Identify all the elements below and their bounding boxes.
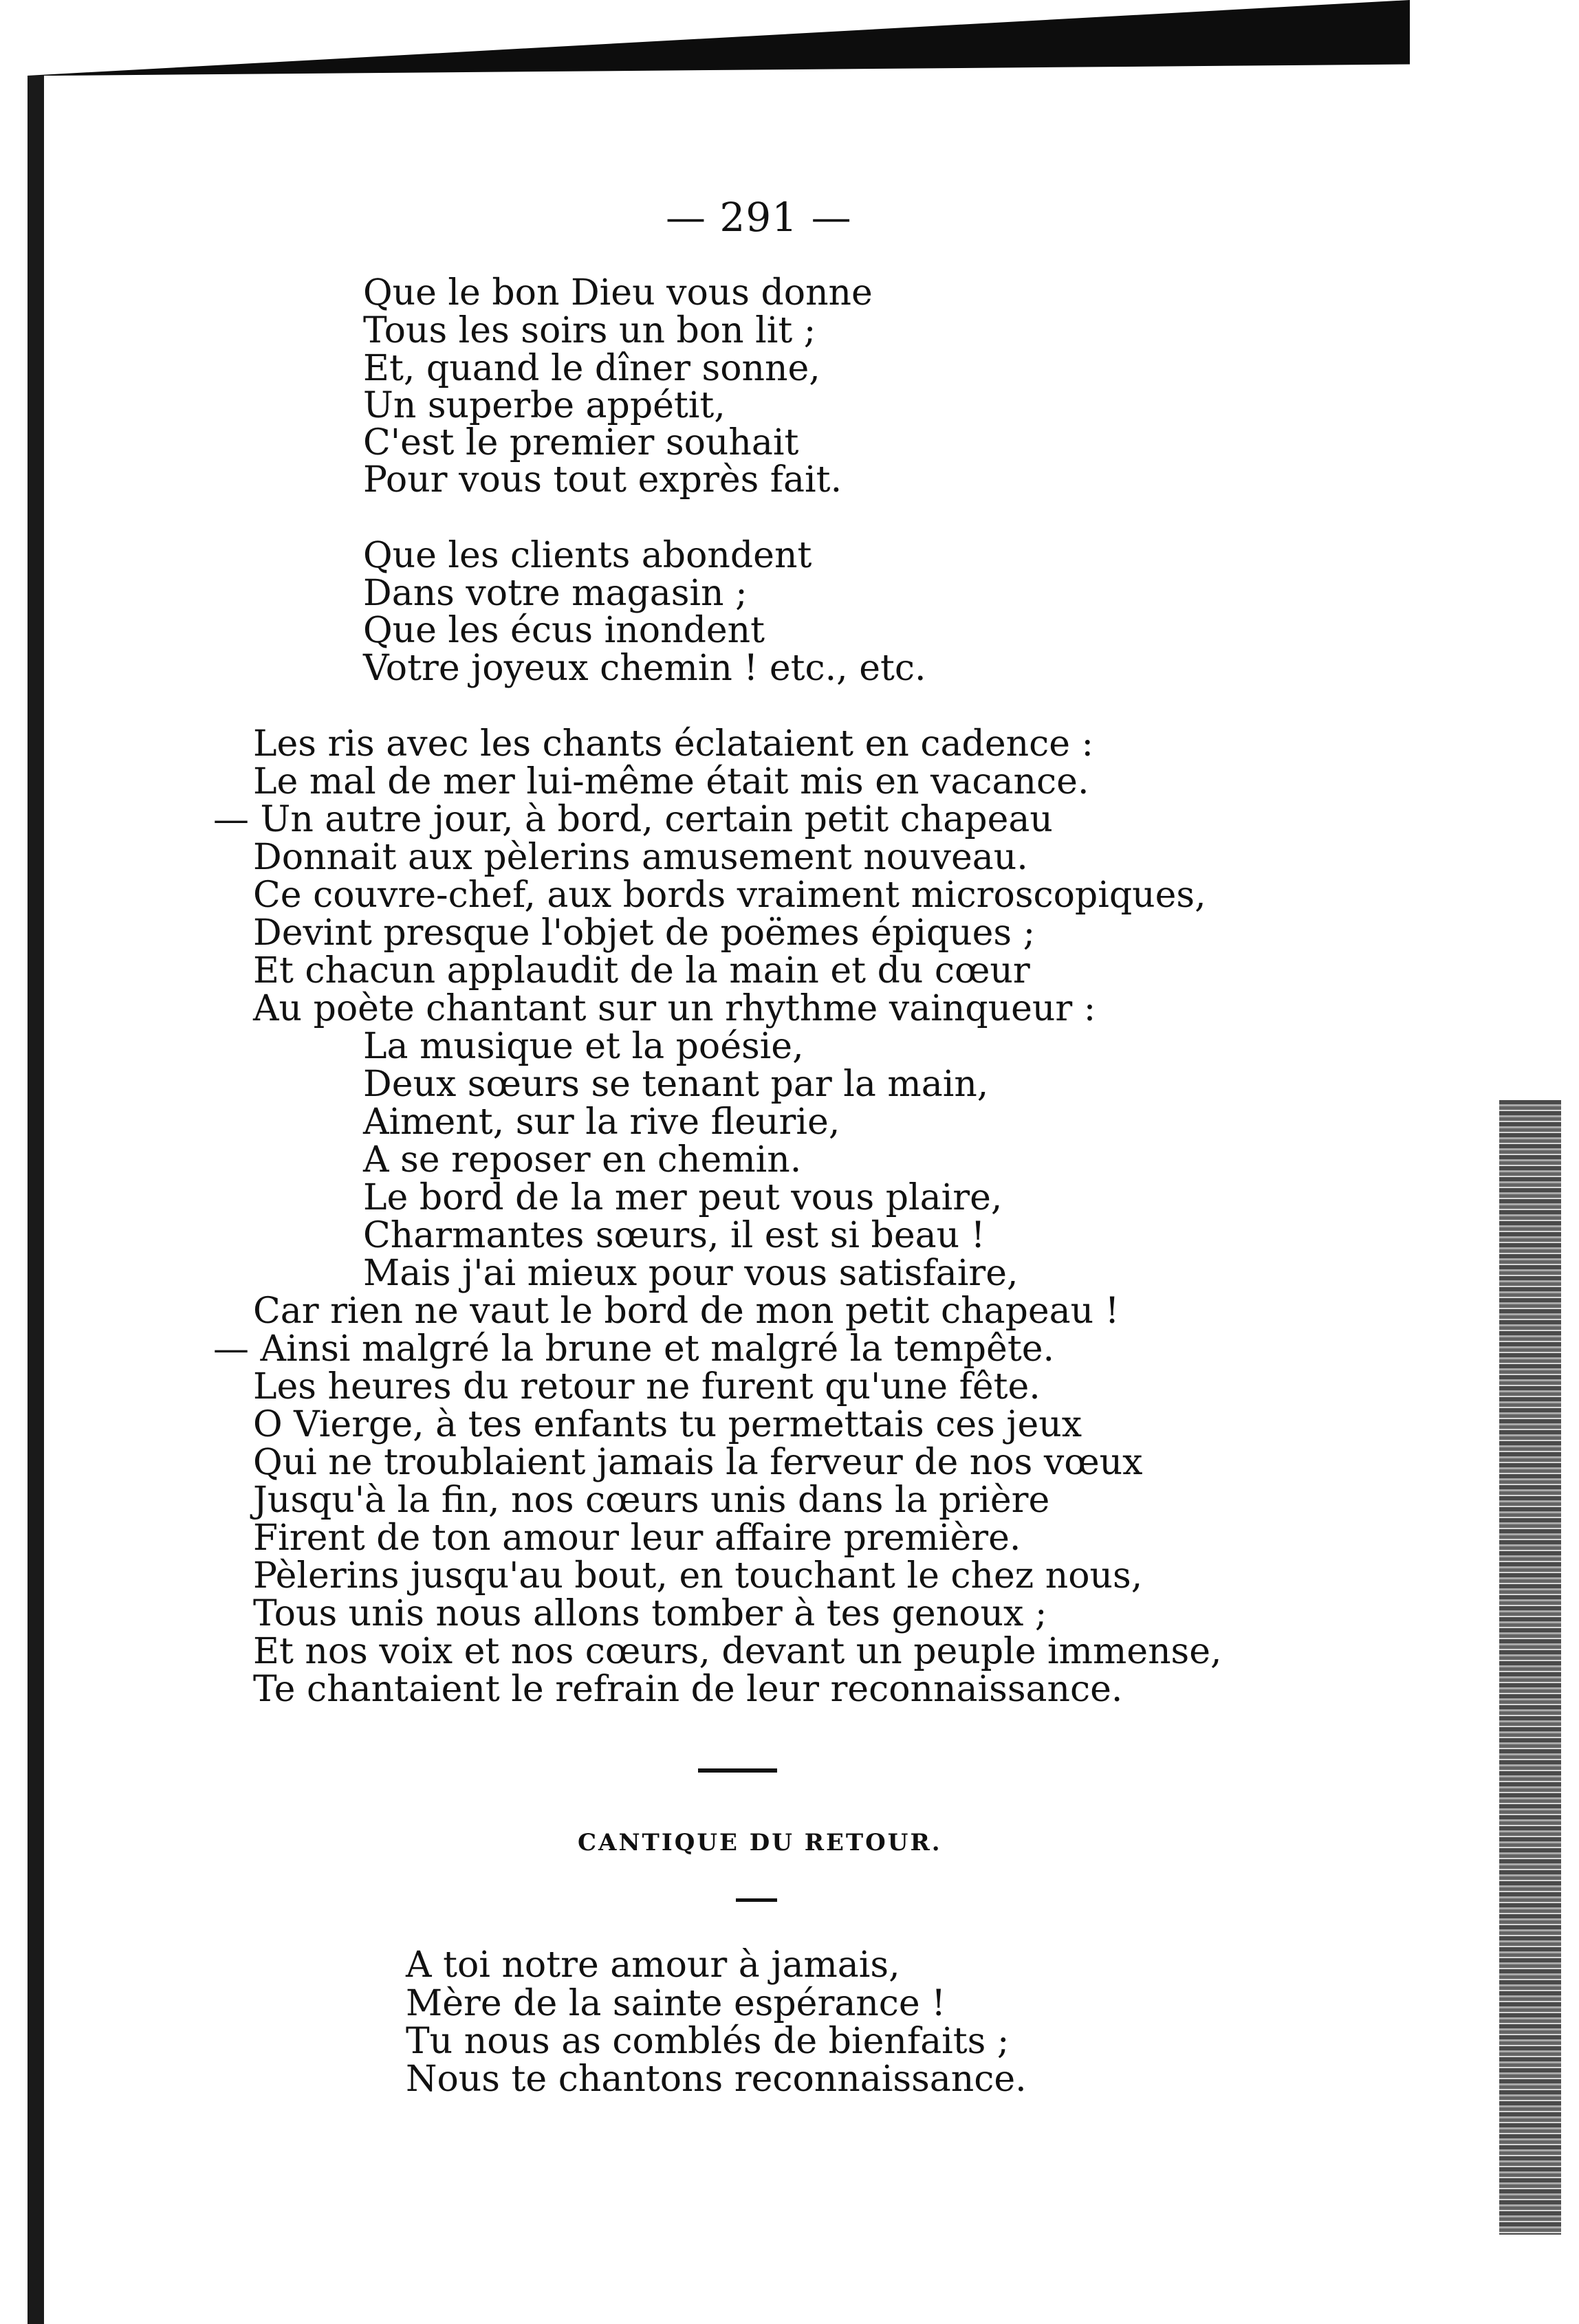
narrative-line: Qui ne troublaient jamais la ferveur de nos vœux bbox=[253, 1442, 1143, 1483]
narrative-line: — Ainsi malgré la brune et malgré la tempête. bbox=[213, 1328, 1055, 1370]
narrative-line: Le mal de mer lui-même était mis en vacance. bbox=[253, 761, 1089, 802]
narrative-line: Tous unis nous allons tomber à tes genoux ; bbox=[253, 1593, 1047, 1634]
scan-right-edge bbox=[1499, 1100, 1561, 2235]
cantique-line: A toi notre amour à jamais, bbox=[406, 1944, 900, 1986]
narrative-line: — Un autre jour, à bord, certain petit chapeau bbox=[213, 799, 1053, 840]
verse-line: Tous les soirs un bon lit ; bbox=[363, 310, 816, 351]
cantique-line: Mère de la sainte espérance ! bbox=[406, 1983, 946, 2024]
song-line: Charmantes sœurs, il est si beau ! bbox=[363, 1215, 985, 1256]
section-divider bbox=[698, 1768, 777, 1773]
scan-left-border bbox=[28, 76, 44, 2324]
verse-line: Que les écus inondent bbox=[363, 610, 765, 651]
narrative-line: Firent de ton amour leur affaire première. bbox=[253, 1517, 1021, 1559]
verse-line: Dans votre magasin ; bbox=[363, 573, 748, 614]
verse-line: Pour vous tout exprès fait. bbox=[363, 459, 842, 501]
narrative-line: Te chantaient le refrain de leur reconnaissance. bbox=[253, 1669, 1123, 1710]
narrative-line: Pèlerins jusqu'au bout, en touchant le chez nous, bbox=[253, 1555, 1143, 1597]
narrative-line: Car rien ne vaut le bord de mon petit chapeau ! bbox=[253, 1291, 1120, 1332]
section-heading: CANTIQUE DU RETOUR. bbox=[578, 1829, 942, 1856]
cantique-line: Nous te chantons reconnaissance. bbox=[406, 2059, 1027, 2100]
narrative-line: Et chacun applaudit de la main et du cœur bbox=[253, 950, 1030, 991]
verse-line: Que le bon Dieu vous donne bbox=[363, 272, 873, 314]
song-line: La musique et la poésie, bbox=[363, 1026, 804, 1067]
narrative-line: Jusqu'à la fin, nos cœurs unis dans la prière bbox=[253, 1480, 1050, 1521]
cantique-line: Tu nous as comblés de bienfaits ; bbox=[406, 2021, 1010, 2062]
narrative-line: Les heures du retour ne furent qu'une fête. bbox=[253, 1366, 1041, 1407]
verse-line: Que les clients abondent bbox=[363, 535, 812, 576]
narrative-line: Les ris avec les chants éclataient en cadence : bbox=[253, 723, 1094, 765]
song-line: Mais j'ai mieux pour vous satisfaire, bbox=[363, 1253, 1019, 1294]
narrative-line: O Vierge, à tes enfants tu permettais ces jeux bbox=[253, 1404, 1082, 1445]
verse-line: Votre joyeux chemin ! etc., etc. bbox=[363, 648, 926, 689]
song-line: Le bord de la mer peut vous plaire, bbox=[363, 1177, 1003, 1218]
song-line: Aiment, sur la rive fleurie, bbox=[363, 1101, 840, 1143]
scan-top-band bbox=[28, 0, 1410, 76]
narrative-line: Au poète chantant sur un rhythme vainqueur : bbox=[253, 988, 1096, 1029]
verse-line: Un superbe appétit, bbox=[363, 385, 726, 426]
narrative-line: Ce couvre-chef, aux bords vraiment microscopiques, bbox=[253, 875, 1206, 916]
narrative-line: Devint presque l'objet de poëmes épiques ; bbox=[253, 912, 1036, 954]
song-line: Deux sœurs se tenant par la main, bbox=[363, 1064, 989, 1105]
page-number: — 291 — bbox=[666, 194, 852, 241]
song-line: A se reposer en chemin. bbox=[363, 1139, 802, 1181]
heading-underline bbox=[736, 1898, 777, 1902]
verse-line: Et, quand le dîner sonne, bbox=[363, 348, 820, 389]
narrative-line: Et nos voix et nos cœurs, devant un peuple immense, bbox=[253, 1631, 1222, 1672]
verse-line: C'est le premier souhait bbox=[363, 422, 799, 463]
narrative-line: Donnait aux pèlerins amusement nouveau. bbox=[253, 837, 1028, 878]
